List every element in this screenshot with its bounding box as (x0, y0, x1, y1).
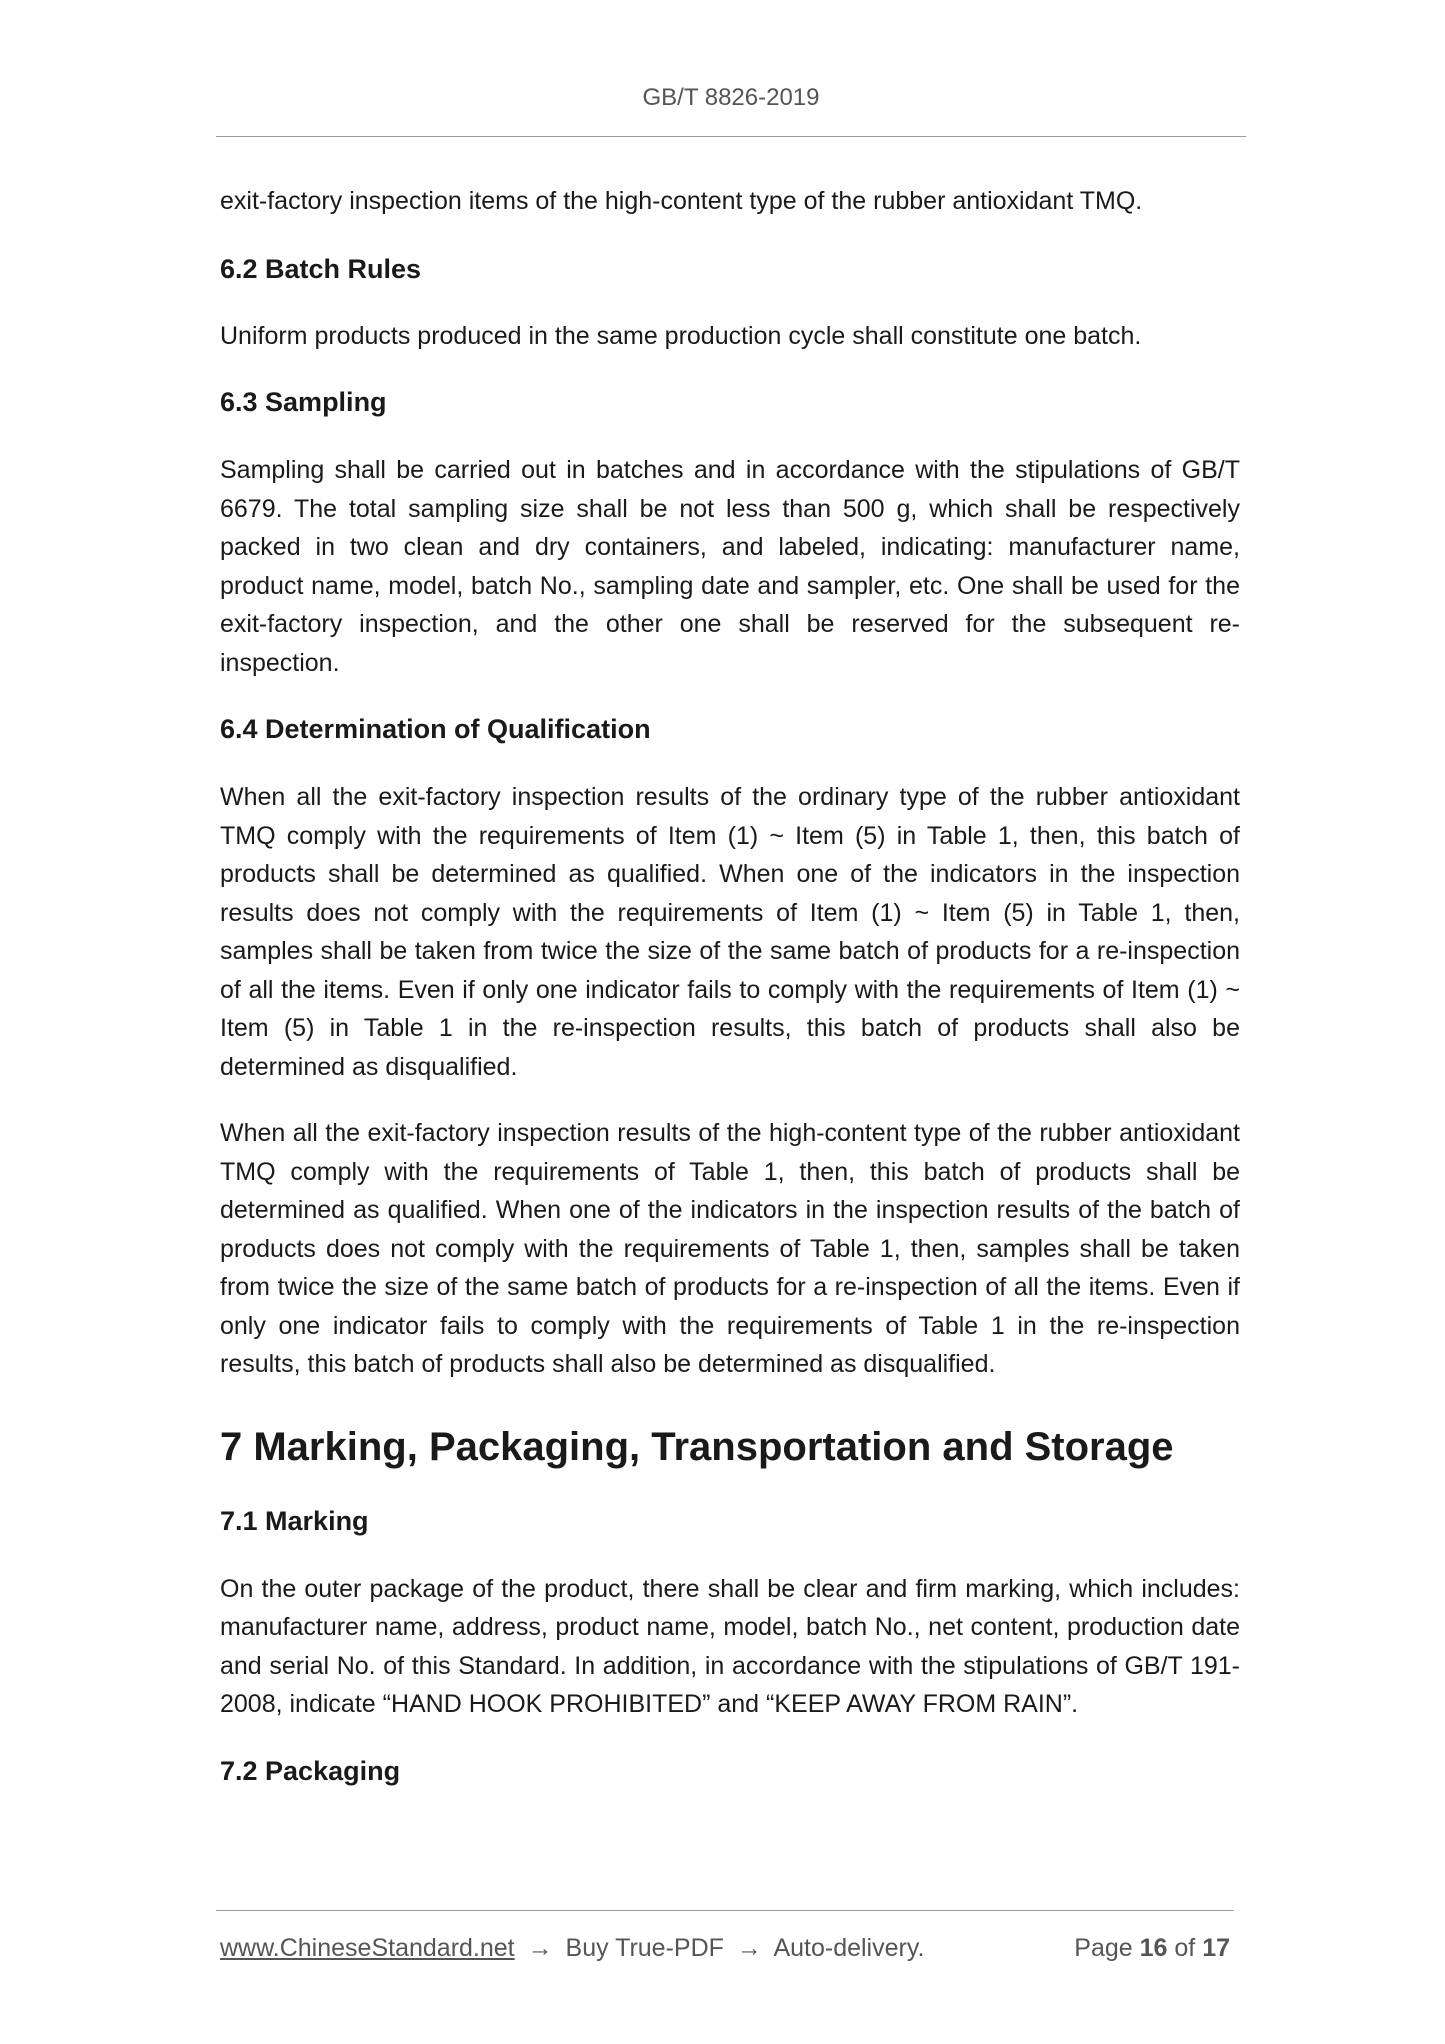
document-body (220, 182, 1240, 1790)
footer-promo (220, 1934, 924, 1963)
standard-code: GB/T 8826-2019 (642, 84, 820, 111)
site-link[interactable]: www.ChineseStandard.net (220, 1934, 515, 1962)
arrow-right-icon: → (736, 1934, 762, 1962)
page-number (1074, 1934, 1230, 1963)
section-7-1-text: On the outer package of the product, there shall be clear and firm marking, which includes: manufacturer name, address, product name, model, batch No., net content, production date and serial No. of this Standard. In addition, in accordance with the stipulations of GB/T 191-2008, indicate “HAND HOOK PROHIBITED” and “KEEP AWAY FROM RAIN”. (220, 1574, 1240, 1718)
section-6-4-para-1: When all the exit-factory inspection results of the ordinary type of the rubber antioxidant TMQ comply with the requirements of Item (1) ~ Item (5) in Table 1, then, this batch of products shall be determined as qualified. When one of the indicators in the inspection results does not comply with the requirements of Item (1) ~ Item (5) in Table 1, then, samples shall be taken from twice the size of the same batch of products for a re-inspection of all the items. Even if only one indicator fails to comply with the requirements of Item (1) ~ Item (5) in Table 1 in the re-inspection results, this batch of products shall also be determined as disqualified. (220, 783, 1240, 1081)
header-divider (216, 136, 1246, 137)
section-6-2-heading: 6.2 Batch Rules (220, 253, 422, 284)
buy-true-pdf-text: Buy True-PDF (565, 1934, 724, 1962)
section-6-4-para-2: When all the exit-factory inspection results of the high-content type of the rubber antioxidant TMQ comply with the requirements of Table 1, then, this batch of products shall be determined as qualified. When one of the indicators in the inspection results of the batch of products does not comply with the requirements of Table 1, then, samples shall be taken from twice the size of the same batch of products for a re-inspection of all the items. Even if only one indicator fails to comply with the requirements of Table 1 in the re-inspection results, this batch of products shall also be determined as disqualified. (220, 1119, 1240, 1378)
page-of-label: of (1174, 1934, 1196, 1962)
section-7-heading: 7 Marking, Packaging, Transportation and Storage (220, 1424, 1174, 1469)
page-total: 17 (1202, 1934, 1230, 1962)
auto-delivery-text: Auto-delivery. (773, 1934, 925, 1962)
section-7-1-heading: 7.1 Marking (220, 1505, 369, 1536)
section-6-3-text: Sampling shall be carried out in batches and in accordance with the stipulations of GB/T 6679. The total sampling size shall be not less than 500 g, which shall be respectively packed in two clean and dry containers, and labeled, indicating: manufacturer name, product name, model, batch No., sampling date and sampler, etc. One shall be used for the exit-factory inspection, and the other one shall be reserved for the subsequent re-inspection. (220, 456, 1240, 677)
page-label: Page (1074, 1934, 1133, 1962)
section-6-2-text: Uniform products produced in the same production cycle shall constitute one batch. (220, 321, 1142, 350)
intro-line: exit-factory inspection items of the high-content type of the rubber antioxidant TMQ. (220, 187, 1143, 215)
page-header (218, 84, 1244, 112)
arrow-right-icon: → (527, 1934, 553, 1962)
section-7-2-heading: 7.2 Packaging (220, 1755, 401, 1786)
section-6-4-heading: 6.4 Determination of Qualification (220, 714, 651, 744)
page-current: 16 (1139, 1934, 1168, 1962)
footer-divider (216, 1910, 1234, 1911)
section-6-3-heading: 6.3 Sampling (220, 387, 387, 417)
